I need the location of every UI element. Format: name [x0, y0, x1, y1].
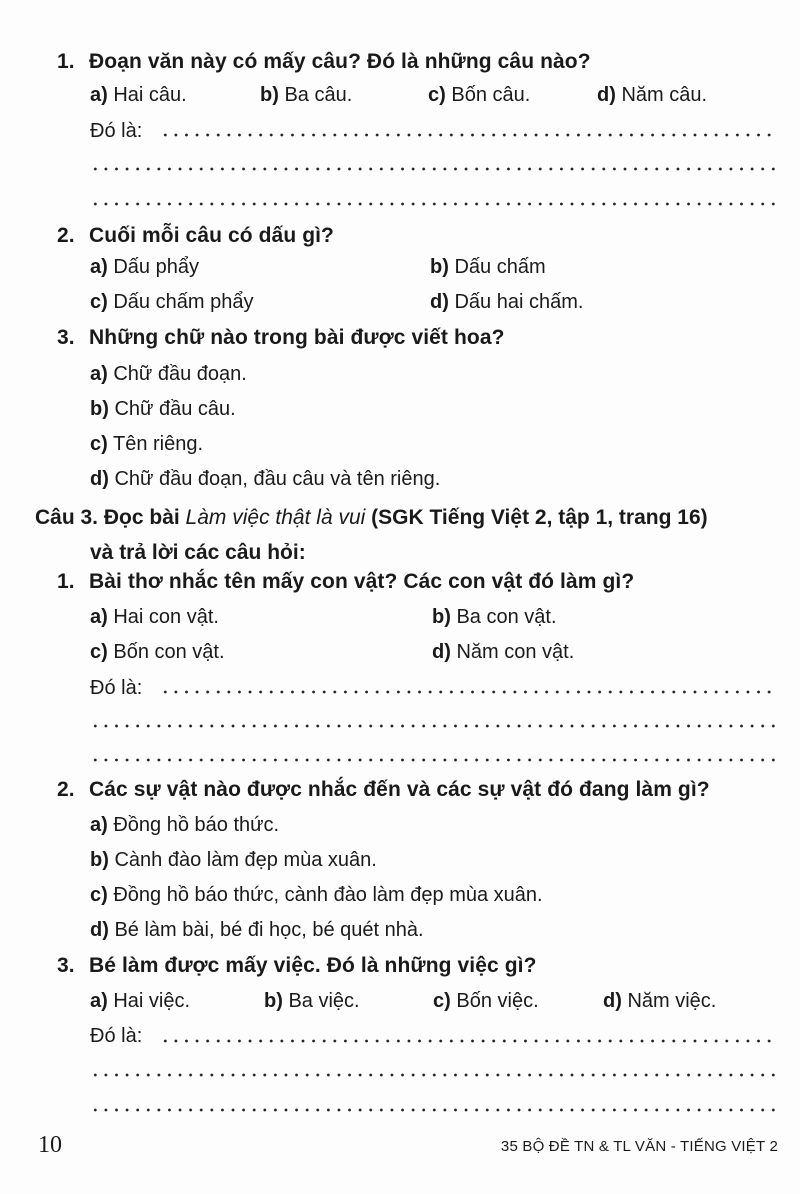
- question-text: Các sự vật nào được nhắc đến và các sự vật đó đang làm gì?: [89, 778, 710, 801]
- option-label: a): [90, 363, 108, 385]
- option-label: b): [90, 849, 109, 871]
- question-text: Bé làm được mấy việc. Đó là những việc gì?: [89, 954, 537, 977]
- option-d: [603, 990, 716, 1013]
- option-text: Năm câu.: [621, 84, 708, 106]
- answer-prefix: Đó là:: [90, 1025, 143, 1047]
- question-text: Đoạn văn này có mấy câu? Đó là những câu nào?: [89, 50, 591, 73]
- option-text: Chữ đầu câu.: [114, 398, 236, 420]
- question-text: Cuối mỗi câu có dấu gì?: [89, 224, 334, 247]
- option-text: Năm con vật.: [456, 641, 575, 663]
- option-label: d): [90, 468, 109, 490]
- answer-line[interactable]: [160, 1039, 775, 1043]
- option-a: [90, 256, 199, 279]
- answer-line[interactable]: [90, 167, 775, 171]
- option-label: c): [90, 291, 108, 313]
- option-a: [90, 363, 247, 386]
- option-d: [90, 468, 440, 491]
- option-c: [90, 433, 203, 456]
- option-b: [260, 84, 352, 107]
- option-label: d): [432, 641, 451, 663]
- question-number: 3.: [57, 954, 75, 977]
- question-number: 1.: [57, 50, 75, 73]
- option-text: Bé làm bài, bé đi học, bé quét nhà.: [114, 919, 424, 941]
- answer-line[interactable]: [90, 1073, 775, 1077]
- option-label: a): [90, 256, 108, 278]
- option-text: Chữ đầu đoạn, đầu câu và tên riêng.: [114, 468, 441, 490]
- section-heading: [35, 506, 708, 530]
- option-c: [90, 641, 225, 664]
- option-label: d): [90, 919, 109, 941]
- option-b: [264, 990, 360, 1013]
- option-text: Dấu chấm: [454, 256, 546, 278]
- option-text: Bốn việc.: [456, 990, 539, 1012]
- option-label: a): [90, 990, 108, 1012]
- option-a: [90, 814, 279, 837]
- option-text: Tên riêng.: [113, 433, 204, 455]
- option-text: Bốn con vật.: [113, 641, 225, 663]
- question-text: Những chữ nào trong bài được viết hoa?: [89, 326, 505, 349]
- option-label: a): [90, 84, 108, 106]
- option-label: c): [90, 884, 108, 906]
- question-3: [57, 326, 505, 350]
- option-d: [432, 641, 574, 664]
- option-label: b): [432, 606, 451, 628]
- option-label: a): [90, 814, 108, 836]
- option-c: [90, 884, 543, 907]
- option-label: c): [428, 84, 446, 106]
- option-text: Năm việc.: [627, 990, 717, 1012]
- option-text: Đồng hồ báo thức.: [113, 814, 280, 836]
- answer-line[interactable]: [90, 724, 775, 728]
- option-c: [428, 84, 530, 107]
- question-2: [57, 778, 710, 802]
- option-text: Hai câu.: [113, 84, 187, 106]
- option-text: Dấu hai chấm.: [454, 291, 584, 313]
- option-b: [432, 606, 557, 629]
- option-text: Chữ đầu đoạn.: [113, 363, 247, 385]
- option-d: [90, 919, 424, 942]
- option-label: d): [597, 84, 616, 106]
- question-number: 2.: [57, 778, 75, 801]
- answer-line[interactable]: [90, 202, 775, 206]
- option-label: b): [264, 990, 283, 1012]
- option-label: c): [433, 990, 451, 1012]
- answer-line[interactable]: [90, 758, 775, 762]
- question-1: [57, 50, 591, 74]
- option-text: Ba câu.: [284, 84, 353, 106]
- option-c: [433, 990, 539, 1013]
- option-text: Hai con vật.: [113, 606, 219, 628]
- answer-prefix: Đó là:: [90, 677, 143, 699]
- option-b: [90, 849, 377, 872]
- section-instruction: và trả lời các câu hỏi:: [90, 541, 306, 564]
- option-label: b): [430, 256, 449, 278]
- option-label: d): [430, 291, 449, 313]
- option-label: b): [90, 398, 109, 420]
- book-title: 35 BỘ ĐỀ TN & TL VĂN - TIẾNG VIỆT 2: [500, 1138, 778, 1155]
- reading-title: Làm việc thật là vui: [185, 506, 366, 529]
- question-3: [57, 954, 537, 978]
- option-a: [90, 84, 187, 107]
- answer-line[interactable]: [160, 690, 775, 694]
- section-suffix: (SGK Tiếng Việt 2, tập 1, trang 16): [365, 506, 708, 529]
- option-text: Ba việc.: [288, 990, 360, 1012]
- answer-line[interactable]: [160, 133, 775, 137]
- question-2: [57, 224, 334, 248]
- option-label: a): [90, 606, 108, 628]
- option-label: d): [603, 990, 622, 1012]
- question-number: 1.: [57, 570, 75, 593]
- option-label: c): [90, 433, 108, 455]
- option-text: Dấu chấm phẩy: [113, 291, 254, 313]
- option-a: [90, 990, 190, 1013]
- option-text: Bốn câu.: [451, 84, 531, 106]
- section-prefix: Câu 3. Đọc bài: [35, 506, 186, 529]
- option-text: Cành đào làm đẹp mùa xuân.: [114, 849, 377, 871]
- question-number: 2.: [57, 224, 75, 247]
- question-1: [57, 570, 634, 594]
- option-d: [430, 291, 583, 314]
- option-b: [90, 398, 236, 421]
- option-text: Đồng hồ báo thức, cành đào làm đẹp mùa xuân.: [113, 884, 543, 906]
- question-number: 3.: [57, 326, 75, 349]
- option-text: Hai việc.: [113, 990, 191, 1012]
- option-label: b): [260, 84, 279, 106]
- option-d: [597, 84, 707, 107]
- question-text: Bài thơ nhắc tên mấy con vật? Các con vật đó làm gì?: [89, 570, 635, 593]
- option-text: Dấu phẩy: [113, 256, 199, 278]
- answer-prefix: Đó là:: [90, 120, 143, 142]
- page-number: 10: [38, 1132, 62, 1158]
- option-label: c): [90, 641, 108, 663]
- option-text: Ba con vật.: [456, 606, 557, 628]
- option-a: [90, 606, 219, 629]
- option-b: [430, 256, 546, 279]
- option-c: [90, 291, 253, 314]
- answer-line[interactable]: [90, 1108, 775, 1112]
